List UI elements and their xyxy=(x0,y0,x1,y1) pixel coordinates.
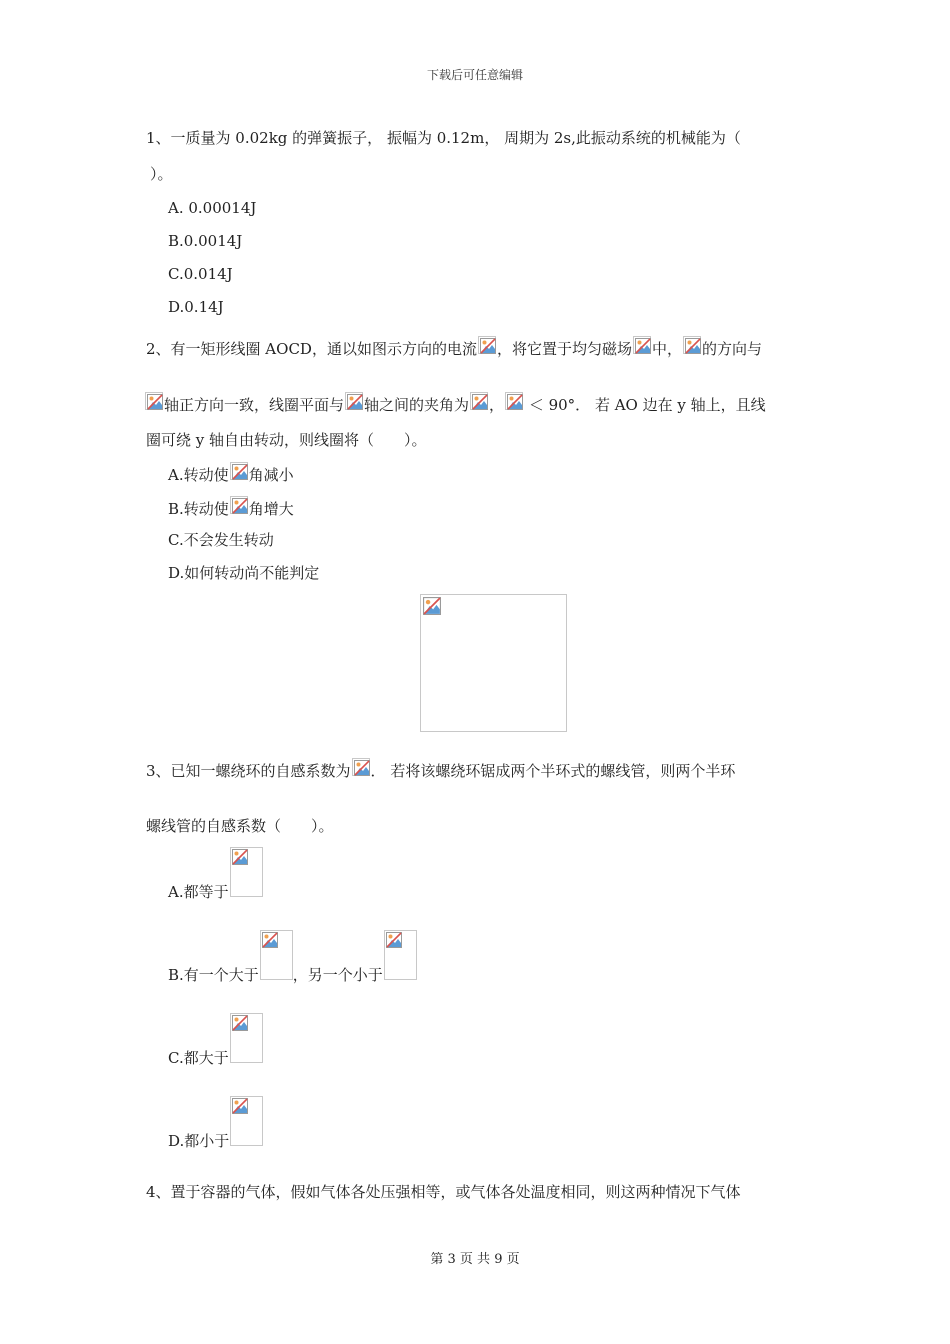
q3-text: 3、已知一螺绕环的自感系数为 xyxy=(146,762,351,780)
q2-text: 中， xyxy=(651,340,682,358)
broken-image-icon xyxy=(470,392,488,410)
page-header: 下载后可任意编辑 xyxy=(426,68,523,82)
q2-text: 轴之间的夹角为 xyxy=(364,396,470,414)
q2-text: ＜ 90°． 若 AO 边在 y 轴上，且线 xyxy=(524,396,766,414)
q3-option-a-text: A.都等于 xyxy=(168,883,229,901)
q1-option-c: C.0.014J xyxy=(168,265,233,283)
q2-option-b-text: B.转动使 xyxy=(168,500,229,518)
q3-option-b xyxy=(168,930,417,985)
broken-image-icon xyxy=(230,1013,263,1063)
broken-image-icon xyxy=(423,597,441,615)
q2-option-c: C.不会发生转动 xyxy=(168,531,274,549)
broken-image-icon xyxy=(145,392,163,410)
broken-image-icon xyxy=(230,496,248,514)
q3-option-b-text: ，另一个小于 xyxy=(292,966,383,984)
q3-line1 xyxy=(146,758,735,781)
broken-image-icon xyxy=(352,758,370,776)
broken-image-icon xyxy=(478,336,496,354)
q2-text: ，将它置于均匀磁场 xyxy=(496,340,632,358)
broken-image-icon xyxy=(683,336,701,354)
q1-option-b: B.0.0014J xyxy=(168,232,243,250)
broken-image-icon xyxy=(230,462,248,480)
q2-option-b xyxy=(168,496,294,519)
q3-option-b-text: B.有一个大于 xyxy=(168,966,259,984)
q2-line2 xyxy=(144,392,766,415)
page-footer: 第 3 页 共 9 页 xyxy=(430,1252,520,1267)
broken-image-icon xyxy=(260,930,293,980)
q2-option-a-text: 角减小 xyxy=(248,466,294,484)
broken-image-icon xyxy=(505,392,523,410)
q1-line2: ）。 xyxy=(150,165,173,183)
q3-option-d-text: D.都小于 xyxy=(168,1132,230,1150)
q2-text: 的方向与 xyxy=(701,340,762,358)
broken-image-icon xyxy=(230,1096,263,1146)
q4-line1: 4、置于容器的气体，假如气体各处压强相等，或气体各处温度相同，则这两种情况下气体 xyxy=(146,1183,741,1201)
q2-option-a-text: A.转动使 xyxy=(168,466,229,484)
q2-line3: 圈可绕 y 轴自由转动，则线圈将（ ）。 xyxy=(146,431,427,449)
q1-line1: 1、一质量为 0.02kg 的弹簧振子， 振幅为 0.12m， 周期为 2s,此振动系统的机械能为（ xyxy=(146,129,741,147)
q2-figure-placeholder xyxy=(420,594,567,732)
q3-option-a xyxy=(168,847,263,902)
q3-option-c xyxy=(168,1013,263,1068)
q2-text: ， xyxy=(489,396,505,414)
q2-text: 2、有一矩形线圈 AOCD，通以如图示方向的电流 xyxy=(146,340,477,358)
q2-option-b-text: 角增大 xyxy=(248,500,294,518)
q2-option-d: D.如何转动尚不能判定 xyxy=(168,564,320,582)
broken-image-icon xyxy=(345,392,363,410)
q1-option-d: D.0.14J xyxy=(168,298,224,316)
q2-text: 轴正方向一致，线圈平面与 xyxy=(164,396,345,414)
q3-option-c-text: C.都大于 xyxy=(168,1049,229,1067)
q1-option-a: A. 0.00014J xyxy=(168,199,257,217)
broken-image-icon xyxy=(384,930,417,980)
broken-image-icon xyxy=(230,847,263,897)
q3-text: ． 若将该螺绕环锯成两个半环式的螺线管，则两个半环 xyxy=(370,762,736,780)
q2-line1 xyxy=(146,336,762,359)
q3-line2: 螺线管的自感系数（ ）。 xyxy=(146,817,334,835)
broken-image-icon xyxy=(633,336,651,354)
q2-option-a xyxy=(168,462,294,485)
q3-option-d xyxy=(168,1096,263,1151)
